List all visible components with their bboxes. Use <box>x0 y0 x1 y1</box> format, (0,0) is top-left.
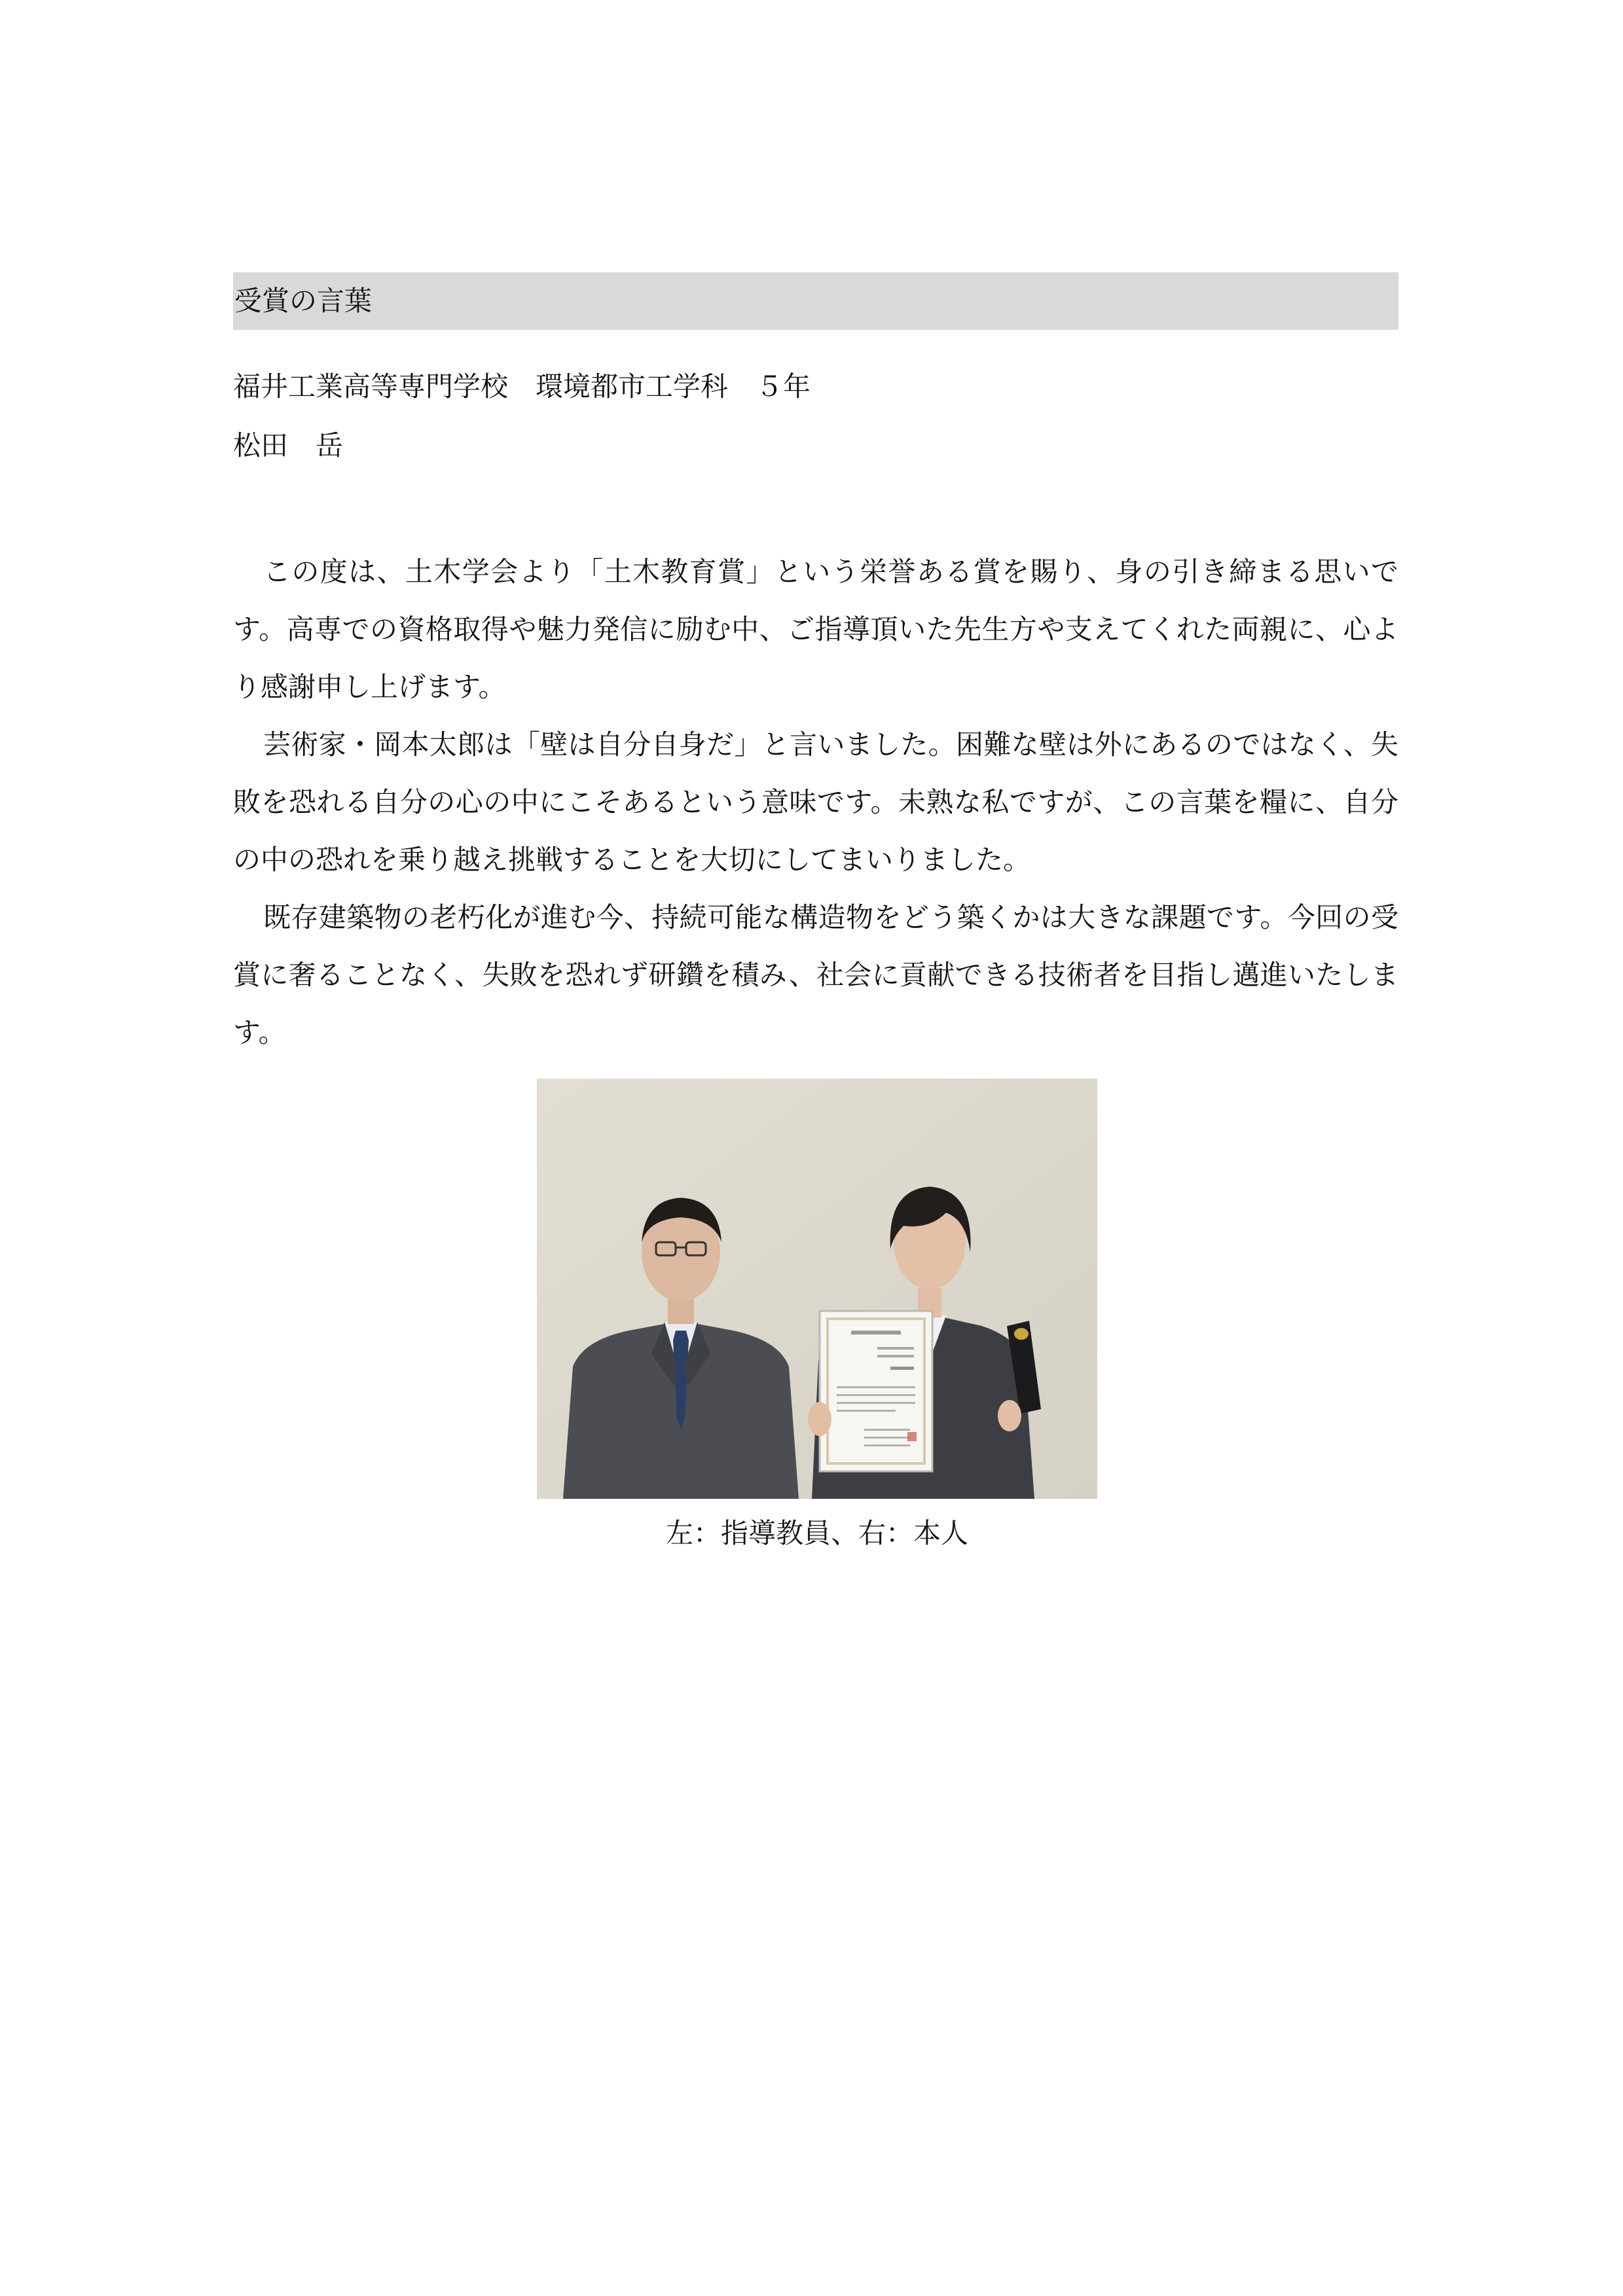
school-department-line: 福井工業高等専門学校 環境都市工学科 ５年 <box>233 370 811 403</box>
section-title: 受賞の言葉 <box>234 285 373 317</box>
award-photo-illustration <box>537 1079 1097 1499</box>
body-paragraph-3: 既存建築物の老朽化が進む今、持続可能な構造物をどう築くかは大きな課題です。今回の受賞に奢ることなく、失敗を恐れず研鑽を積み、社会に貢献できる技術者を目指し邁進いたします。 <box>233 901 1398 1049</box>
body-paragraph-2: 芸術家・岡本太郎は「壁は自分自身だ」と言いました。困難な壁は外にあるのではなく、失敗を恐れる自分の心の中にこそあるという意味です。未熟な私ですが、この言葉を糧に、自分の中の恐れを乗り越え挑戦することを大切にしてまいりました。 <box>233 728 1398 876</box>
author-name: 松田 岳 <box>233 429 344 461</box>
certificate <box>808 1311 932 1471</box>
body-paragraph-1: この度は、土木学会より「土木教育賞」という栄誉ある賞を賜り、身の引き締まる思いです。高専での資格取得や魅力発信に励む中、ご指導頂いた先生方や支えてくれた両親に、心より感謝申し上げます。 <box>233 556 1398 703</box>
section-header-bar <box>233 272 1398 330</box>
body-text <box>233 543 1398 1062</box>
photo-caption: 左：指導教員、右：本人 <box>665 1517 968 1549</box>
award-photo <box>537 1079 1097 1499</box>
